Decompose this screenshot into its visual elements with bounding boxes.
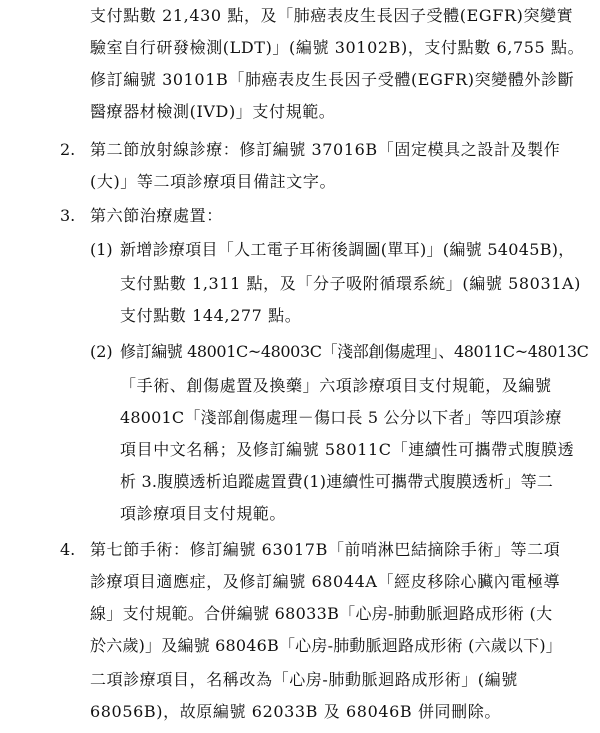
subitem-number: (2): [90, 342, 113, 361]
sub1-line: 支付點數 1,311 點，及「分子吸附循環系統」(編號 58031A): [120, 274, 582, 293]
item-number: 4.: [60, 540, 76, 559]
intro-line: 支付點數 21,430 點，及「肺癌表皮生長因子受體(EGFR)突變實: [90, 6, 574, 25]
sub1-line: 支付點數 144,277 點。: [120, 306, 302, 325]
item3-heading: 第六節治療處置：: [90, 206, 223, 225]
item4-line: 68056B)，故原編號 62033B 及 68046B 併同刪除。: [90, 702, 501, 721]
item2-line: 第二節放射線診療：修訂編號 37016B「固定模具之設計及製作: [90, 140, 561, 159]
sub2-line: 項診療項目支付規範。: [120, 504, 287, 523]
item-number: 2.: [60, 140, 76, 159]
item4-line: 第七節手術：修訂編號 63017B「前哨淋巴結摘除手術」等二項: [90, 540, 561, 559]
item4-line: 診療項目適應症，及修訂編號 68044A「經皮移除心臟內電極導: [90, 572, 561, 591]
sub2-line: 48001C「淺部創傷處理－傷口長 5 公分以下者」等四項診療: [120, 408, 562, 427]
intro-line: 醫療器材檢測(IVD)」支付規範。: [90, 102, 336, 121]
item4-line: 二項診療項目，名稱改為「心房-肺動脈迴路成形術」(編號: [90, 670, 518, 689]
sub1-line: 新增診療項目「人工電子耳術後調圖(單耳)」(編號 54045B)，: [120, 240, 575, 259]
item4-line: 於六歲)」及編號 68046B「心房-肺動脈迴路成形術 (六歲以下)」: [90, 636, 562, 655]
subitem-number: (1): [90, 240, 113, 259]
item-number: 3.: [60, 206, 76, 225]
intro-line: 修訂編號 30101B「肺癌表皮生長因子受體(EGFR)突變體外診斷: [90, 70, 575, 89]
item4-line: 線」支付規範。合併編號 68033B「心房-肺動脈迴路成形術 (大: [90, 604, 553, 623]
sub2-line: 修訂編號 48001C~48003C「淺部創傷處理」、48011C~48013C: [120, 342, 589, 361]
sub2-line: 項目中文名稱；及修訂編號 58011C「連續性可攜帶式腹膜透: [120, 440, 575, 459]
sub2-line: 析 3.腹膜透析追蹤處置費(1)連續性可攜帶式腹膜透析」等二: [120, 472, 554, 491]
intro-line: 驗室自行研發檢測(LDT)」(編號 30102B)，支付點數 6,755 點。: [90, 38, 585, 57]
sub2-line: 「手術、創傷處置及換藥」六項診療項目支付規範，及編號: [120, 376, 552, 395]
item2-line: (大)」等二項診療項目備註文字。: [90, 172, 337, 191]
